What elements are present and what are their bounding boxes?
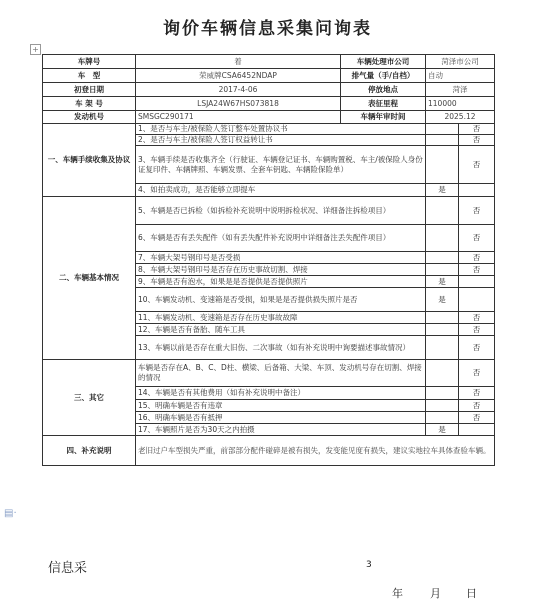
- info-label: 初登日期: [43, 83, 136, 97]
- section-title: 三、其它: [43, 360, 136, 436]
- info-row: [43, 97, 495, 111]
- table-move-handle-icon[interactable]: +: [30, 44, 41, 55]
- yes-cell: 是: [426, 424, 459, 436]
- collector-label: 信息采: [48, 561, 88, 576]
- no-cell: 否: [459, 400, 495, 412]
- yes-cell: 是: [426, 276, 459, 288]
- info-label: 车 型: [43, 69, 136, 83]
- question-text: 8、车辆大架号钢印号是否存在历史事故切割、焊接: [136, 264, 426, 276]
- info-label: 发动机号: [43, 111, 136, 124]
- no-cell: 否: [459, 412, 495, 424]
- info-row: [43, 111, 495, 124]
- no-cell: 否: [459, 324, 495, 336]
- question-text: 3、车辆手续是否收集齐全（行驶证、车辆登记证书、车辆购置税、车主/被保险人身份证复印件、车辆牌照、车辆发票、全套车钥匙、车辆险保险单）: [136, 146, 426, 184]
- info-value: 110000: [426, 97, 495, 111]
- question-text: 16、明确车辆是否有抵押: [136, 412, 426, 424]
- supplement-text: 老旧过户车型损失严重，前部部分配件碰碎是被有损失，发变能见度有损失，建议实地拉车具体查验车辆。: [136, 436, 495, 466]
- question-row: [43, 360, 495, 387]
- yes-cell: [426, 412, 459, 424]
- no-cell: 否: [459, 264, 495, 276]
- no-cell: 否: [459, 124, 495, 135]
- yes-cell: [426, 387, 459, 400]
- info-value: 2025.12: [426, 111, 495, 124]
- info-value: 着: [136, 55, 341, 69]
- no-cell: 否: [459, 360, 495, 387]
- question-text: 6、车辆是否有丢失配件（如有丢失配件补充说明中详细备注丢失配件项目）: [136, 225, 426, 252]
- page-mark: 3: [366, 560, 372, 570]
- section-title: 四、补充说明: [43, 436, 136, 466]
- info-label: 车辆年审时间: [341, 111, 426, 124]
- question-text: 1、是否与车主/被保险人签订整车处置协议书: [136, 124, 426, 135]
- yes-cell: [426, 124, 459, 135]
- yes-cell: [426, 264, 459, 276]
- no-cell: 否: [459, 135, 495, 146]
- no-cell: 否: [459, 146, 495, 184]
- yes-cell: [426, 197, 459, 225]
- no-cell: 否: [459, 252, 495, 264]
- info-value: 自动: [426, 69, 495, 83]
- question-text: 13、车辆以前是否存在重大旧伤、二次事故（如有补充说明中询要描述事故情况）: [136, 336, 426, 360]
- info-value: LSJA24W67HS073818: [136, 97, 341, 111]
- question-text: 9、车辆是否有泡水，如果是是否提供是否提供照片: [136, 276, 426, 288]
- yes-cell: [426, 146, 459, 184]
- date-day: 日: [466, 587, 477, 600]
- question-text: 15、明确车辆是否有违章: [136, 400, 426, 412]
- question-text: 5、车辆是否已拆检（如拆检补充说明中说明拆检状况、详细备注拆检项目）: [136, 197, 426, 225]
- no-cell: 否: [459, 197, 495, 225]
- question-row: [43, 197, 495, 225]
- question-text: 14、车辆是否有其他费用（如有补充说明中备注）: [136, 387, 426, 400]
- question-text: 车辆是否存在A、B、C、D柱、横梁、后备箱、大梁、车顶、发动机号存在切割、焊接的情况: [136, 360, 426, 387]
- info-value: SMSGC290171: [136, 111, 341, 124]
- yes-cell: [426, 336, 459, 360]
- question-row: [43, 124, 495, 135]
- question-text: 2、是否与车主/被保险人签订权益转让书: [136, 135, 426, 146]
- date-year: 年: [392, 587, 403, 600]
- question-text: 4、如拍卖成功，是否能够立即提车: [136, 184, 426, 197]
- section-title: 一、车辆手续收集及协议: [43, 124, 136, 197]
- date-month: 月: [430, 587, 441, 600]
- no-cell: [459, 424, 495, 436]
- info-label: 停放地点: [341, 83, 426, 97]
- no-cell: 否: [459, 225, 495, 252]
- yes-cell: [426, 252, 459, 264]
- supplement-row: [43, 436, 495, 466]
- no-cell: [459, 184, 495, 197]
- no-cell: 否: [459, 312, 495, 324]
- yes-cell: [426, 400, 459, 412]
- no-cell: 否: [459, 387, 495, 400]
- no-cell: [459, 288, 495, 312]
- info-label: 车牌号: [43, 55, 136, 69]
- section-title: 二、车辆基本情况: [43, 197, 136, 360]
- no-cell: [459, 276, 495, 288]
- document-side-icon[interactable]: ▤·: [4, 508, 17, 519]
- yes-cell: [426, 324, 459, 336]
- info-value: 荣威牌CSA6452NDAP: [136, 69, 341, 83]
- question-text: 11、车辆发动机、变速箱是否存在历史事故故障: [136, 312, 426, 324]
- info-value: 菏泽市公司: [426, 55, 495, 69]
- info-value: 菏泽: [426, 83, 495, 97]
- no-cell: 否: [459, 336, 495, 360]
- info-label: 车辆处理市公司: [341, 55, 426, 69]
- info-row: [43, 55, 495, 69]
- inquiry-table: [42, 54, 495, 466]
- info-label: 排气量（手/自档）: [341, 69, 426, 83]
- info-row: [43, 83, 495, 97]
- yes-cell: [426, 225, 459, 252]
- yes-cell: [426, 312, 459, 324]
- info-row: [43, 69, 495, 83]
- question-text: 17、车辆照片是否为30天之内拍摄: [136, 424, 426, 436]
- question-text: 12、车辆是否有备胎、随车工具: [136, 324, 426, 336]
- info-label: 车 架 号: [43, 97, 136, 111]
- document-title: 询价车辆信息采集问询表: [163, 19, 372, 39]
- yes-cell: [426, 135, 459, 146]
- question-text: 7、车辆大架号钢印号是否受损: [136, 252, 426, 264]
- yes-cell: 是: [426, 184, 459, 197]
- info-value: 2017-4-06: [136, 83, 341, 97]
- yes-cell: 是: [426, 288, 459, 312]
- question-text: 10、车辆发动机、变速箱是否受损，如果是是否提供损失照片是否: [136, 288, 426, 312]
- yes-cell: [426, 360, 459, 387]
- info-label: 表征里程: [341, 97, 426, 111]
